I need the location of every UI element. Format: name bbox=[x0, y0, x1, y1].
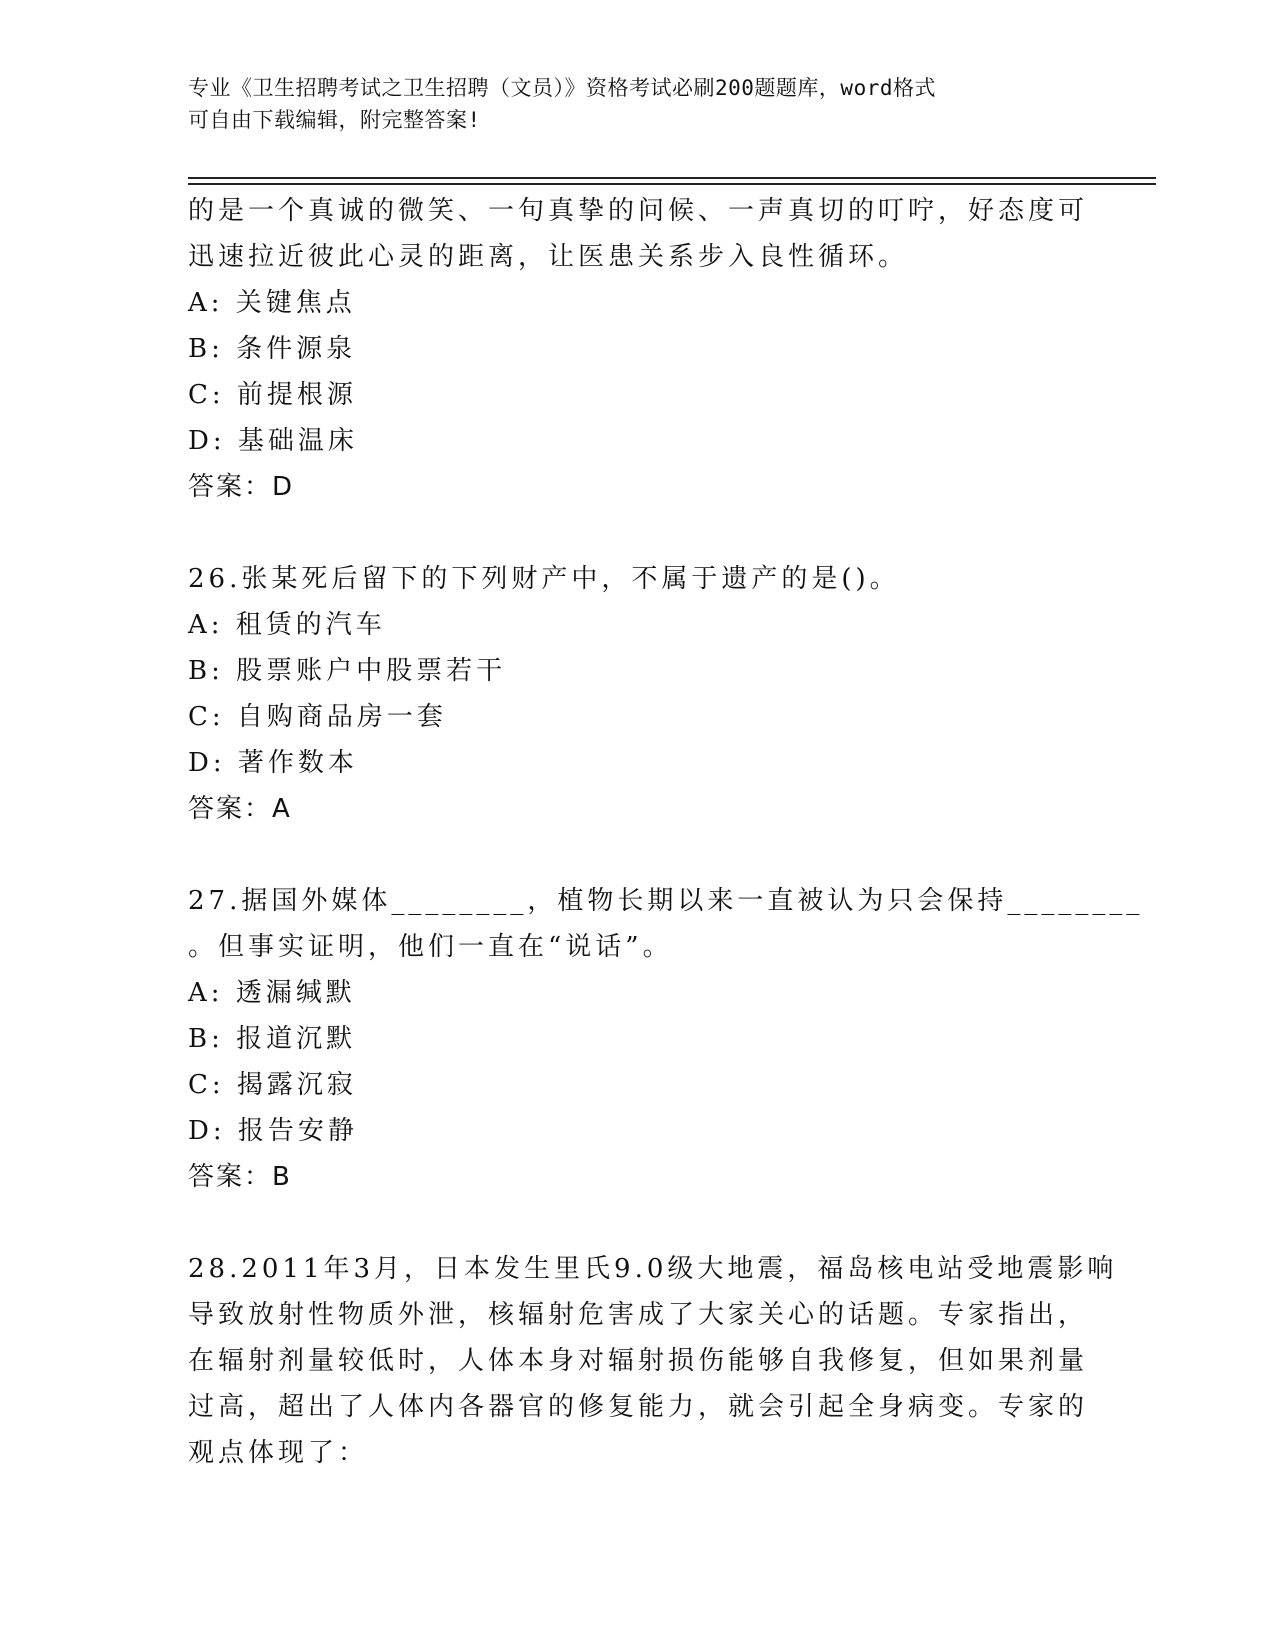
option-c: C: 自购商品房一套 bbox=[188, 702, 447, 732]
header-divider-top bbox=[188, 177, 1156, 179]
option-c: C: 前提根源 bbox=[188, 380, 357, 410]
option-d: D: 著作数本 bbox=[188, 748, 358, 778]
question-26 bbox=[188, 556, 1088, 832]
spacer bbox=[188, 510, 1088, 556]
question-stem-line: 26.张某死后留下的下列财产中，不属于遗产的是()。 bbox=[188, 564, 900, 594]
question-25 bbox=[188, 188, 1088, 510]
question-stem-line: 导致放射性物质外泄，核辐射危害成了大家关心的话题。专家指出， bbox=[188, 1300, 1089, 1330]
option-a: A: 关键焦点 bbox=[188, 288, 356, 318]
header-line-2: 可自由下载编辑，附完整答案! bbox=[188, 108, 481, 132]
option-d: D: 报告安静 bbox=[188, 1116, 358, 1146]
option-d: D: 基础温床 bbox=[188, 426, 358, 456]
option-c: C: 揭露沉寂 bbox=[188, 1070, 357, 1100]
question-stem-line: 27.据国外媒体________，植物长期以来一直被认为只会保持________ bbox=[188, 886, 1144, 916]
spacer bbox=[188, 832, 1088, 878]
header-divider-bottom bbox=[188, 183, 1156, 185]
option-a: A: 租赁的汽车 bbox=[188, 610, 386, 640]
question-stem-line: 的是一个真诚的微笑、一句真挚的问候、一声真切的叮咛，好态度可 bbox=[188, 196, 1089, 226]
spacer bbox=[188, 1200, 1088, 1246]
question-stem-line: 28.2011年3月，日本发生里氏9.0级大地震，福岛核电站受地震影响 bbox=[188, 1254, 1118, 1284]
question-27 bbox=[188, 878, 1144, 1200]
answer-line: 答案：A bbox=[188, 794, 292, 824]
question-stem-line: 在辐射剂量较低时，人体本身对辐射损伤能够自我修复，但如果剂量 bbox=[188, 1346, 1089, 1376]
header-line-1: 专业《卫生招聘考试之卫生招聘（文员）》资格考试必刷200题题库，word格式 bbox=[188, 76, 936, 100]
question-28 bbox=[188, 1246, 1118, 1476]
document-header bbox=[188, 72, 1088, 136]
option-b: B: 股票账户中股票若干 bbox=[188, 656, 507, 686]
option-b: B: 条件源泉 bbox=[188, 334, 357, 364]
question-content bbox=[188, 188, 1144, 1476]
answer-line: 答案：B bbox=[188, 1162, 292, 1192]
question-stem-line: 。但事实证明，他们一直在“说话”。 bbox=[188, 932, 673, 962]
question-stem-line: 过高，超出了人体内各器官的修复能力，就会引起全身病变。专家的 bbox=[188, 1392, 1089, 1422]
answer-line: 答案：D bbox=[188, 472, 295, 502]
option-b: B: 报道沉默 bbox=[188, 1024, 357, 1054]
question-stem-line: 观点体现了： bbox=[188, 1438, 369, 1468]
option-a: A: 透漏缄默 bbox=[188, 978, 356, 1008]
question-stem-line: 迅速拉近彼此心灵的距离，让医患关系步入良性循环。 bbox=[188, 242, 909, 272]
